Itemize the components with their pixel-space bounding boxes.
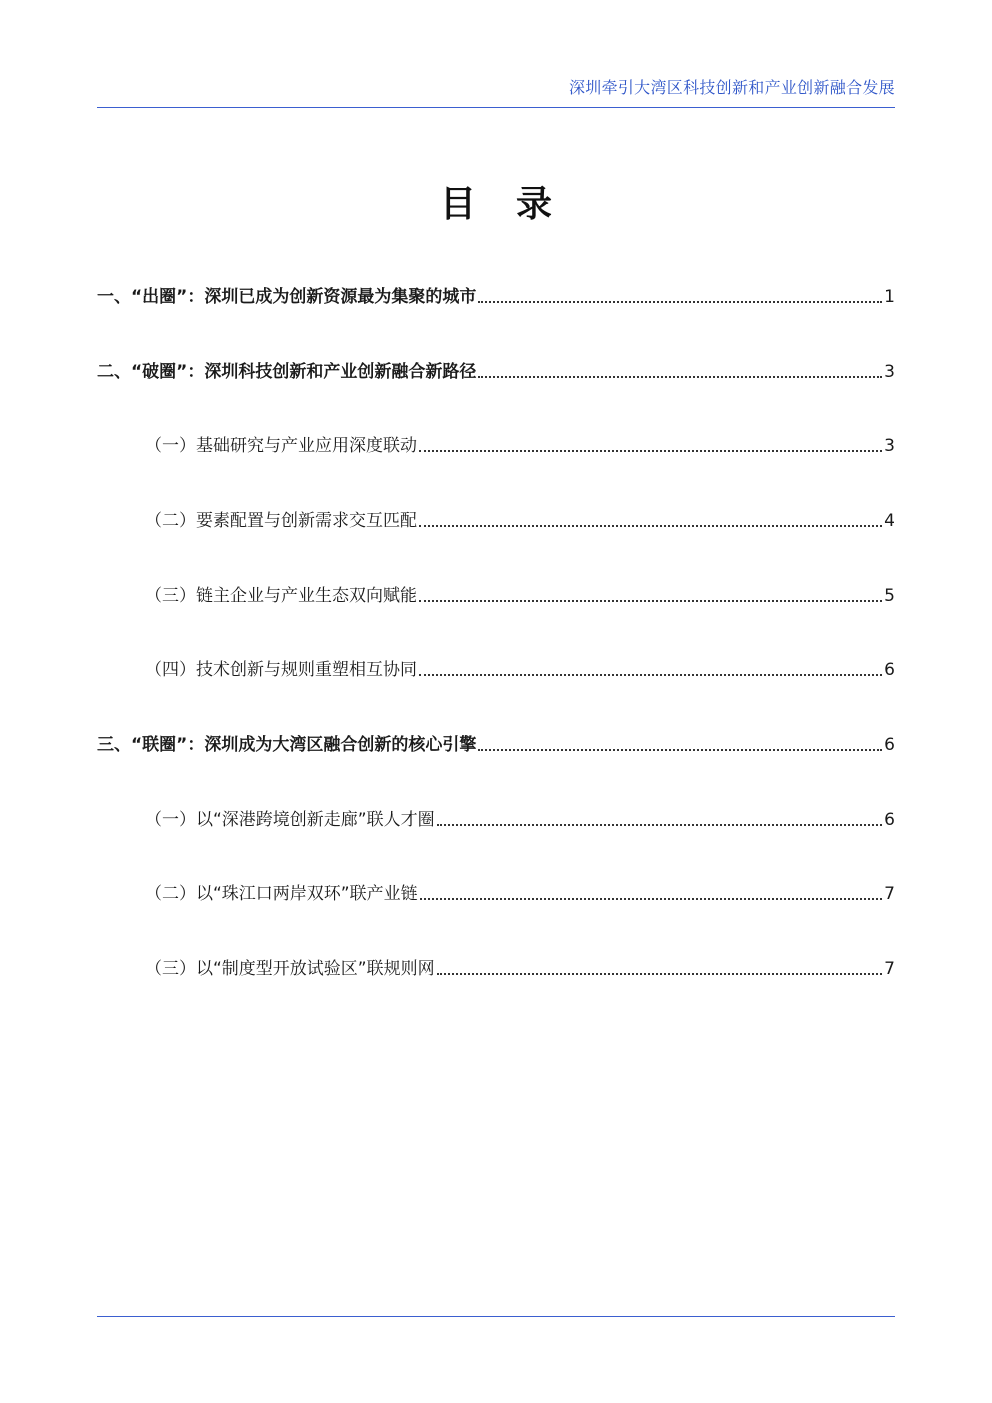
toc-entry[interactable] <box>97 730 895 756</box>
toc-entry-label: （一）基础研究与产业应用深度联动 <box>145 436 417 456</box>
toc-entry-page: 7 <box>884 884 895 904</box>
toc-entry-page: 1 <box>884 287 895 307</box>
toc-entry-label: （三）以“制度型开放试验区”联规则网 <box>145 959 435 979</box>
footer-rule <box>97 1316 895 1317</box>
toc-entry[interactable] <box>145 954 895 980</box>
toc-entry[interactable] <box>97 282 895 308</box>
toc-heading: 目录 <box>439 184 592 225</box>
toc-entry-page: 3 <box>884 436 895 456</box>
toc-entry-label: 三、“联圈”：深圳成为大湾区融合创新的核心引擎 <box>97 735 477 755</box>
toc-entry[interactable] <box>145 879 895 905</box>
toc-dot-leader <box>478 301 882 303</box>
toc-entry-label: （三）链主企业与产业生态双向赋能 <box>145 586 417 606</box>
toc-entry-page: 4 <box>884 511 895 531</box>
toc-entry-page: 6 <box>884 660 895 680</box>
toc-dot-leader <box>478 749 882 751</box>
toc-dot-leader <box>437 973 883 975</box>
toc-entry[interactable] <box>97 357 895 383</box>
toc-dot-leader <box>420 898 883 900</box>
toc-entry-page: 7 <box>884 959 895 979</box>
toc-entry-page: 5 <box>884 586 895 606</box>
toc-entry-label: （二）以“珠江口两岸双环”联产业链 <box>145 884 418 904</box>
toc-dot-leader <box>437 824 883 826</box>
toc-entry-page: 3 <box>884 362 895 382</box>
toc-dot-leader <box>419 674 882 676</box>
toc-dot-leader <box>419 600 882 602</box>
toc-dot-leader <box>419 450 882 452</box>
toc-entry[interactable] <box>145 431 895 457</box>
toc-entry[interactable] <box>145 655 895 681</box>
toc-entry-label: 二、“破圈”：深圳科技创新和产业创新融合新路径 <box>97 362 477 382</box>
page-header-title: 深圳牵引大湾区科技创新和产业创新融合发展 <box>568 78 895 97</box>
toc-entry[interactable] <box>145 581 895 607</box>
toc-dot-leader <box>478 376 882 378</box>
toc-entry-label: （四）技术创新与规则重塑相互协同 <box>145 660 417 680</box>
toc-entry-label: 一、“出圈”：深圳已成为创新资源最为集聚的城市 <box>97 287 477 307</box>
toc-entry-page: 6 <box>884 735 895 755</box>
header-rule <box>97 107 895 108</box>
toc-entry-label: （二）要素配置与创新需求交互匹配 <box>145 511 417 531</box>
toc-entry[interactable] <box>145 805 895 831</box>
toc-entry-page: 6 <box>884 810 895 830</box>
toc-entry-label: （一）以“深港跨境创新走廊”联人才圈 <box>145 810 435 830</box>
toc-entry[interactable] <box>145 506 895 532</box>
toc-dot-leader <box>419 525 882 527</box>
